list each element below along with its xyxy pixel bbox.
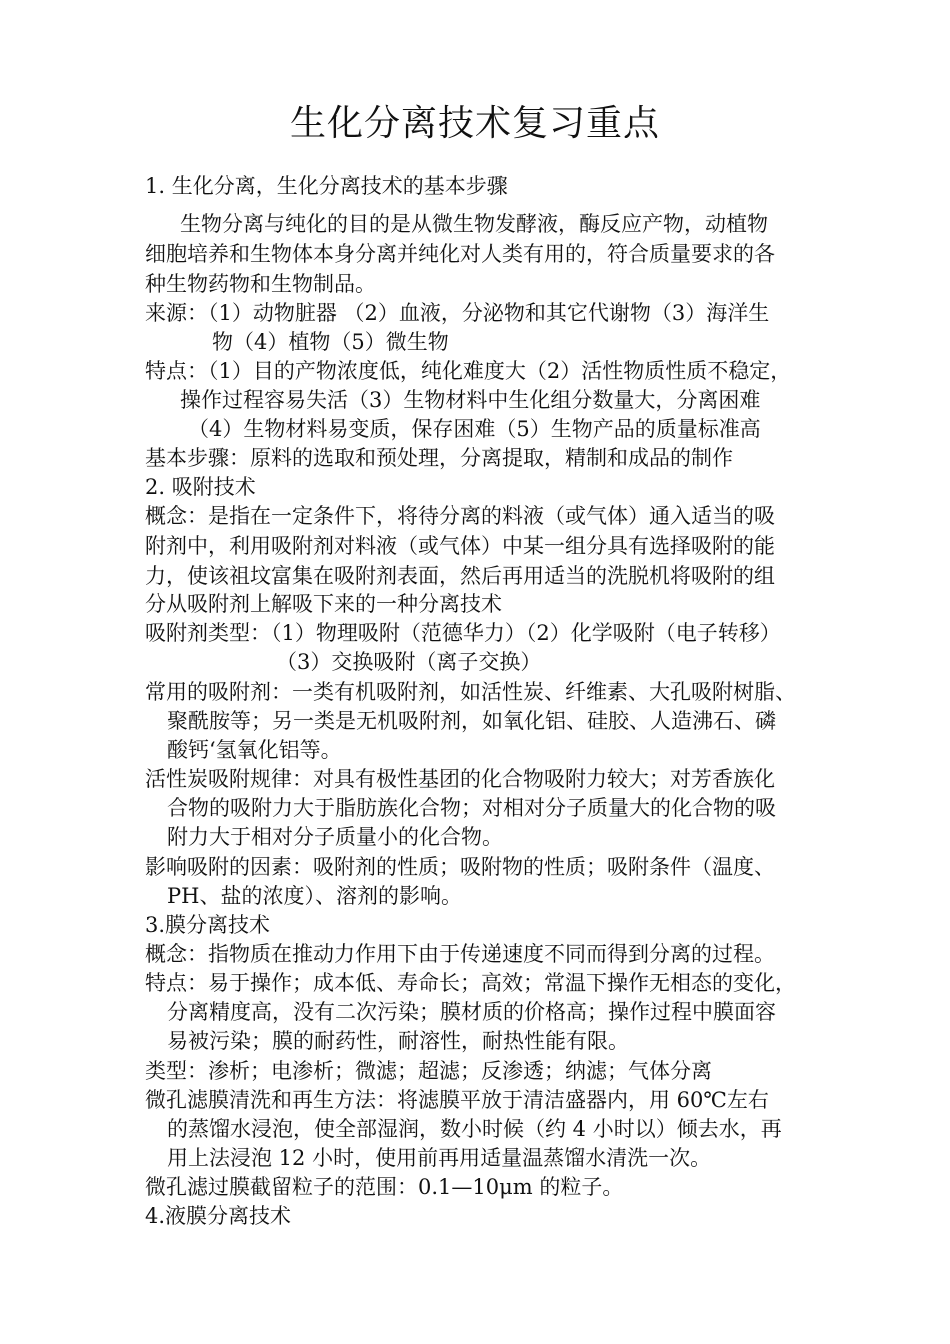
paragraph-line: 生物分离与纯化的目的是从微生物发酵液，酶反应产物，动植物 xyxy=(180,212,768,236)
paragraph-line: 吸附剂类型：（1）物理吸附（范德华力）（2）化学吸附（电子转移） xyxy=(145,621,781,645)
paragraph-line: 附剂中，利用吸附剂对料液（或气体）中某一组分具有选择吸附的能 xyxy=(145,534,775,558)
section-heading: 2. 吸附技术 xyxy=(145,475,256,499)
paragraph-line: 用上法浸泡 12 小时，使用前再用适量温蒸馏水清洗一次。 xyxy=(167,1146,712,1170)
paragraph-line: 类型：渗析；电渗析；微滤；超滤；反渗透；纳滤；气体分离 xyxy=(145,1059,712,1083)
paragraph-line: 常用的吸附剂：一类有机吸附剂，如活性炭、纤维素、大孔吸附树脂、 xyxy=(145,680,796,704)
paragraph-line: 力，使该祖坟富集在吸附剂表面，然后再用适当的洗脱机将吸附的组 xyxy=(145,564,775,588)
paragraph-line: 影响吸附的因素：吸附剂的性质；吸附物的性质；吸附条件（温度、 xyxy=(145,855,775,879)
paragraph-line: 合物的吸附力大于脂肪族化合物；对相对分子质量大的化合物的吸 xyxy=(167,796,776,820)
paragraph-line: （3）交换吸附（离子交换） xyxy=(276,650,542,674)
paragraph-line: 活性炭吸附规律：对具有极性基团的化合物吸附力较大；对芳香族化 xyxy=(145,767,775,791)
paragraph-line: 微孔滤膜清洗和再生方法：将滤膜平放于清洁盛器内，用 60℃左右 xyxy=(145,1088,769,1112)
paragraph-line: 物（4）植物（5）微生物 xyxy=(212,330,449,354)
paragraph-line: 酸钙‘氢氧化铝等。 xyxy=(167,738,342,762)
paragraph-line: 易被污染；膜的耐药性，耐溶性，耐热性能有限。 xyxy=(167,1029,629,1053)
paragraph-line: 种生物药物和生物制品。 xyxy=(145,272,376,296)
paragraph-line: 细胞培养和生物体本身分离并纯化对人类有用的，符合质量要求的各 xyxy=(145,242,775,266)
paragraph-line: 概念：是指在一定条件下，将待分离的料液（或气体）通入适当的吸 xyxy=(145,504,775,528)
paragraph-line: 的蒸馏水浸泡，使全部湿润，数小时候（约 4 小时以）倾去水，再 xyxy=(167,1117,782,1141)
paragraph-line: 附力大于相对分子质量小的化合物。 xyxy=(167,825,503,849)
paragraph-line: （4）生物材料易变质，保存困难（5）生物产品的质量标准高 xyxy=(188,417,761,441)
section-heading: 4.液膜分离技术 xyxy=(145,1204,292,1228)
section-heading: 1. 生化分离，生化分离技术的基本步骤 xyxy=(145,174,508,198)
paragraph-line: 分从吸附剂上解吸下来的一种分离技术 xyxy=(145,592,502,616)
paragraph-line: 微孔滤过膜截留粒子的范围：0.1—10μm 的粒子。 xyxy=(145,1175,624,1199)
paragraph-line: PH、盐的浓度）、溶剂的影响。 xyxy=(167,884,462,908)
paragraph-line: 分离精度高，没有二次污染；膜材质的价格高；操作过程中膜面容 xyxy=(167,1000,776,1024)
section-heading: 3.膜分离技术 xyxy=(145,913,271,937)
paragraph-line: 特点：（1）目的产物浓度低，纯化难度大（2）活性物质性质不稳定， xyxy=(145,359,792,383)
paragraph-line: 聚酰胺等；另一类是无机吸附剂，如氧化铝、硅胶、人造沸石、磷 xyxy=(167,709,776,733)
document-title: 生化分离技术复习重点 xyxy=(289,103,660,144)
paragraph-line: 概念：指物质在推动力作用下由于传递速度不同而得到分离的过程。 xyxy=(145,942,775,966)
paragraph-line: 特点：易于操作；成本低、寿命长；高效；常温下操作无相态的变化， xyxy=(145,971,796,995)
paragraph-line: 操作过程容易失活（3）生物材料中生化组分数量大，分离困难 xyxy=(180,388,761,412)
paragraph-line: 来源：（1）动物脏器 （2）血液，分泌物和其它代谢物（3）海洋生 xyxy=(145,301,770,325)
paragraph-line: 基本步骤：原料的选取和预处理，分离提取，精制和成品的制作 xyxy=(145,446,733,470)
